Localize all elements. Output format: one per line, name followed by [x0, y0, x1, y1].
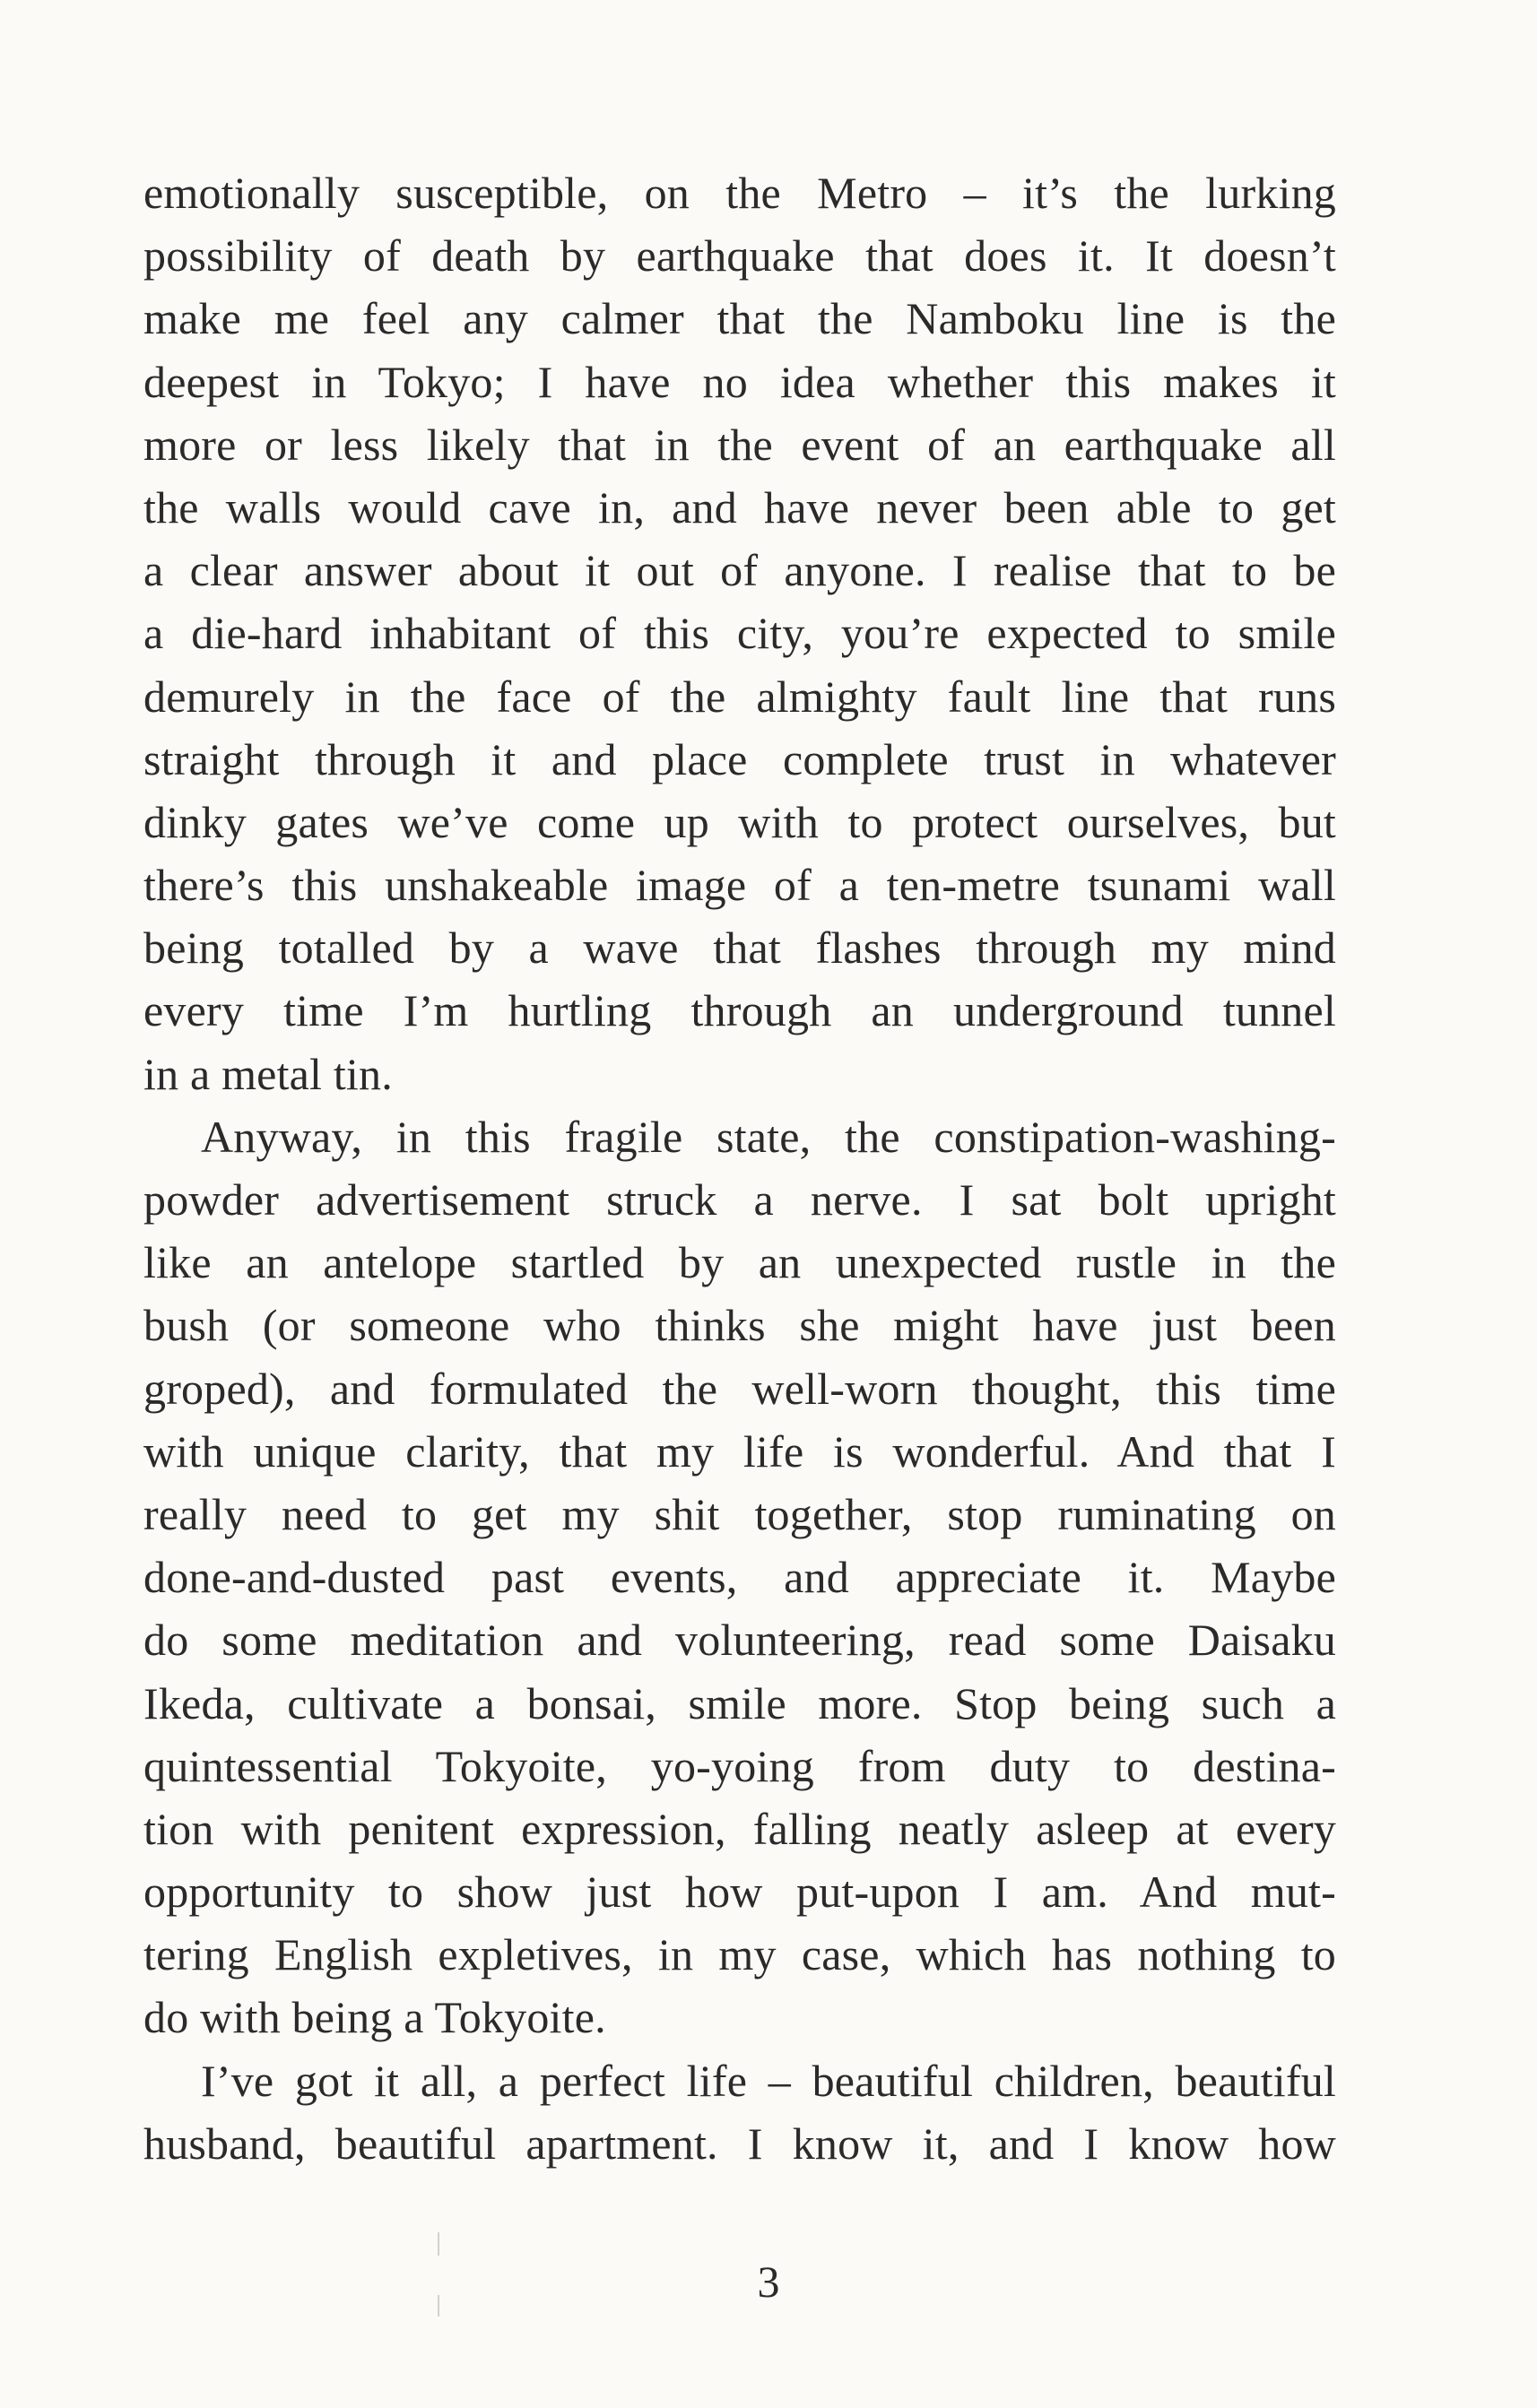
paragraph-start-line: Anyway, in this fragile state, the constipation-washing- — [201, 1111, 1336, 1162]
text-line: bush (or someone who thinks she might have just been — [143, 1300, 1336, 1351]
text-line: being totalled by a wave that flashes through my mind — [143, 922, 1336, 974]
text-line: really need to get my shit together, stop ruminating on — [143, 1488, 1336, 1539]
text-line: powder advertisement struck a nerve. I sat bolt upright — [143, 1174, 1336, 1225]
text-line: emotionally susceptible, on the Metro – it’s the lurking — [143, 168, 1336, 218]
text-line: the walls would cave in, and have never been able to get — [143, 481, 1336, 533]
text-line: opportunity to show just how put-upon I am. And mut- — [143, 1867, 1336, 1918]
text-line: in a metal tin. — [143, 1048, 393, 1099]
text-line: a clear answer about it out of anyone. I realise that to be — [143, 545, 1336, 596]
text-line: do some meditation and volunteering, read some Daisaku — [143, 1615, 1336, 1666]
text-line: deepest in Tokyo; I have no idea whether this makes it — [143, 356, 1336, 407]
paragraph-start-line: I’ve got it all, a perfect life – beautiful children, beautiful — [201, 2055, 1336, 2106]
text-line: tering English expletives, in my case, which has nothing to — [143, 1929, 1336, 1980]
text-line: quintessential Tokyoite, yo-yoing from duty to destina- — [143, 1740, 1336, 1791]
text-line: every time I’m hurtling through an underground tunnel — [143, 985, 1336, 1036]
text-line: make me feel any calmer that the Namboku line is the — [143, 293, 1336, 344]
text-line: possibility of death by earthquake that does it. It doesn’t — [143, 230, 1336, 282]
text-line: groped), and formulated the well-worn thought, this time — [143, 1363, 1336, 1414]
body-text — [143, 161, 1336, 2175]
text-line: with unique clarity, that my life is wonderful. And that I — [143, 1425, 1336, 1477]
page-number: 3 — [757, 2256, 780, 2307]
text-line: Ikeda, cultivate a bonsai, smile more. Stop being such a — [143, 1677, 1336, 1728]
text-line: do with being a Tokyoite. — [143, 1992, 606, 2043]
text-line: dinky gates we’ve come up with to protect ourselves, but — [143, 796, 1336, 847]
text-line: done-and-dusted past events, and appreciate it. Maybe — [143, 1552, 1336, 1603]
text-line: demurely in the face of the almighty fault line that runs — [143, 671, 1336, 722]
text-line: a die-hard inhabitant of this city, you’re expected to smile — [143, 608, 1336, 659]
text-line: tion with penitent expression, falling neatly asleep at every — [143, 1803, 1336, 1854]
text-line: more or less likely that in the event of an earthquake all — [143, 419, 1336, 470]
text-line: straight through it and place complete trust in whatever — [143, 733, 1336, 784]
text-line: there’s this unshakeable image of a ten-metre tsunami wall — [143, 860, 1336, 911]
text-line: husband, beautiful apartment. I know it, and I know how — [143, 2118, 1336, 2169]
text-line: like an antelope startled by an unexpected rustle in the — [143, 1237, 1336, 1288]
